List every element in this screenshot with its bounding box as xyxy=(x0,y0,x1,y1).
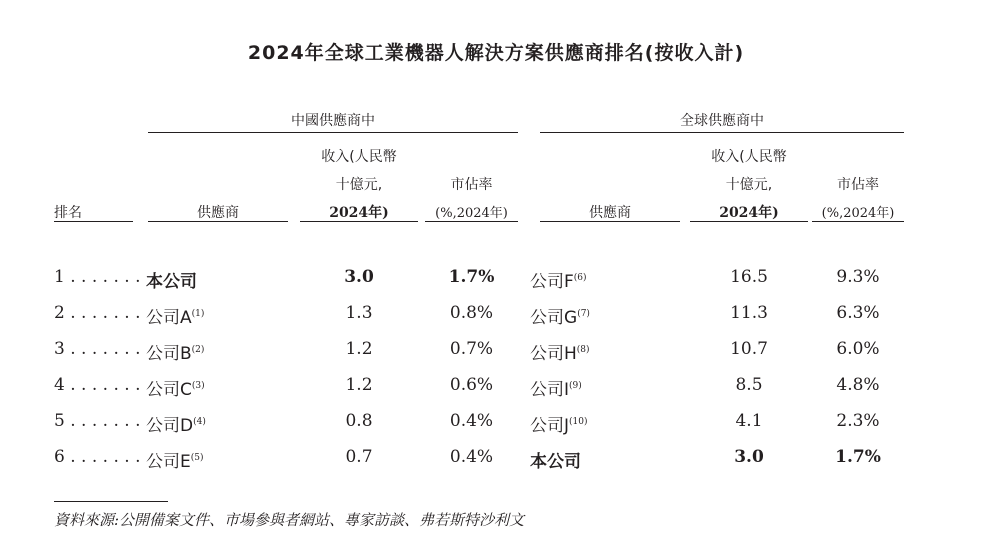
rank-cell: 4 . . . . . . . xyxy=(54,375,141,395)
china-revenue-cell: 3.0 xyxy=(344,267,374,287)
global-share-cell: 4.8% xyxy=(836,375,880,395)
group-global-rule xyxy=(540,132,904,133)
header-china-revenue-line2: 十億元, xyxy=(335,177,383,193)
global-supplier-cell: 本公司 xyxy=(530,452,581,472)
china-share-cell: 0.4% xyxy=(449,447,494,467)
rank-cell: 1 . . . . . . . xyxy=(54,267,141,287)
china-revenue-cell: 1.2 xyxy=(345,375,373,395)
global-supplier-cell: 公司$H^{(8)}$ xyxy=(530,344,590,364)
china-supplier-cell: 公司$C^{(3)}$ xyxy=(146,380,205,400)
global-share-cell: 1.7% xyxy=(835,447,881,467)
global-share-cell: 6.3% xyxy=(836,303,880,323)
header-china-share-line2: (%,2024年) xyxy=(435,206,508,221)
group-global-header: 全球供應商中 xyxy=(680,113,764,129)
header-global-supplier-rule xyxy=(540,221,680,222)
china-supplier-cell: 公司$B^{(2)}$ xyxy=(146,344,205,364)
rank-cell: 3 . . . . . . . xyxy=(54,339,141,359)
header-global-share-rule xyxy=(812,221,904,222)
header-rank-rule xyxy=(54,221,133,222)
china-supplier-cell: 公司$E^{(5)}$ xyxy=(146,452,204,472)
global-supplier-cell: 公司$G^{(7)}$ xyxy=(530,308,590,328)
header-global-revenue-line2: 十億元, xyxy=(725,177,773,193)
china-revenue-cell: 1.3 xyxy=(345,303,373,323)
china-supplier-cell: 公司$A^{(1)}$ xyxy=(146,308,205,328)
group-china-header: 中國供應商中 xyxy=(291,113,375,129)
china-share-cell: 0.6% xyxy=(449,375,494,395)
china-supplier-cell: 公司$D^{(4)}$ xyxy=(146,416,206,436)
global-revenue-cell: 8.5 xyxy=(735,375,763,395)
header-global-revenue-line1: 收入(人民幣 xyxy=(711,149,787,165)
table-title: 2024年全球工業機器人解決方案供應商排名(按收入計) xyxy=(247,42,745,64)
header-china-share-rule xyxy=(425,221,518,222)
header-china-supplier-rule xyxy=(148,221,288,222)
global-revenue-cell: 16.5 xyxy=(730,267,768,287)
header-china-share-line1: 市佔率 xyxy=(450,177,493,193)
global-share-cell: 9.3% xyxy=(836,267,880,287)
global-supplier-cell: 公司$I^{(9)}$ xyxy=(530,380,582,400)
rank-cell: 6 . . . . . . . xyxy=(54,447,141,467)
header-global-supplier: 供應商 xyxy=(589,205,631,221)
rank-cell: 2 . . . . . . . xyxy=(54,303,141,323)
global-supplier-cell: 公司$J^{(10)}$ xyxy=(530,416,588,436)
global-share-cell: 2.3% xyxy=(836,411,880,431)
rank-cell: 5 . . . . . . . xyxy=(54,411,141,431)
china-revenue-cell: 1.2 xyxy=(345,339,373,359)
global-revenue-cell: 10.7 xyxy=(730,339,768,359)
group-china-rule xyxy=(148,132,518,133)
global-share-cell: 6.0% xyxy=(836,339,880,359)
footnote-rule xyxy=(54,501,168,502)
header-china-revenue-rule xyxy=(300,221,418,222)
global-revenue-cell: 4.1 xyxy=(735,411,763,431)
china-share-cell: 0.4% xyxy=(449,411,494,431)
header-china-supplier: 供應商 xyxy=(197,205,239,221)
china-share-cell: 0.7% xyxy=(449,339,494,359)
header-global-revenue-rule xyxy=(690,221,808,222)
china-share-cell: 1.7% xyxy=(448,267,495,287)
header-global-revenue-line3: 2024年) xyxy=(719,205,779,221)
header-rank: 排名 xyxy=(54,205,82,221)
header-china-revenue-line3: 2024年) xyxy=(329,205,389,221)
header-global-share-line1: 市佔率 xyxy=(837,177,879,193)
global-supplier-cell: 公司$F^{(6)}$ xyxy=(530,272,587,292)
china-share-cell: 0.8% xyxy=(449,303,494,323)
china-revenue-cell: 0.7 xyxy=(345,447,373,467)
global-revenue-cell: 3.0 xyxy=(734,447,764,467)
source-note: 資料來源:公開備案文件、市場參與者網站、專家訪談、弗若斯特沙利文 xyxy=(54,511,525,529)
header-global-share-line2: (%,2024年) xyxy=(821,206,895,221)
header-china-revenue-line1: 收入(人民幣 xyxy=(321,149,397,165)
china-revenue-cell: 0.8 xyxy=(345,411,373,431)
china-supplier-cell: 本公司 xyxy=(146,272,197,292)
global-revenue-cell: 11.3 xyxy=(730,303,768,323)
